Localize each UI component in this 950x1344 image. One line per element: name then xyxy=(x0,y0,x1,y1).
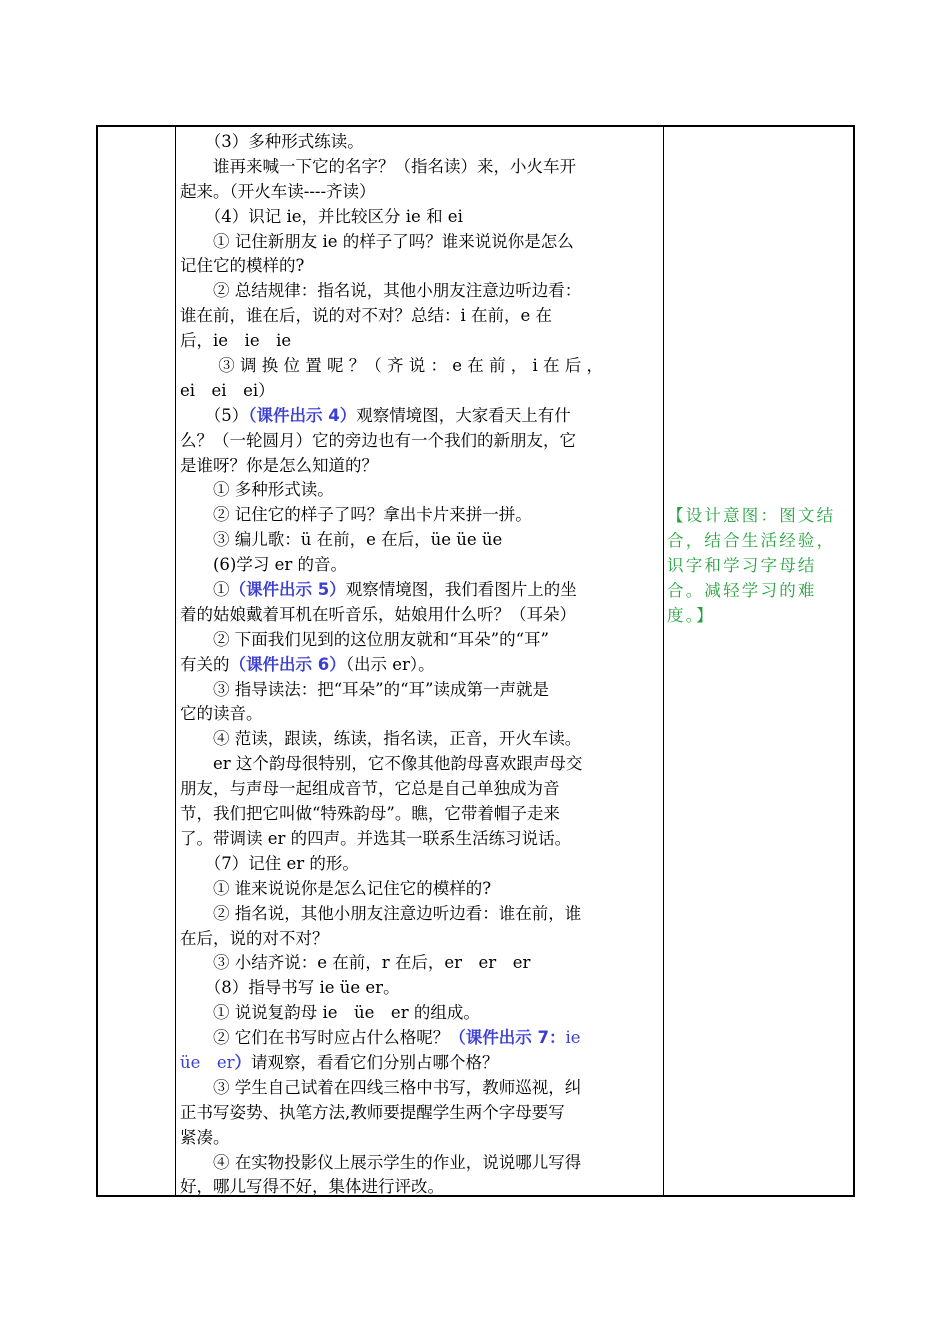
content-line xyxy=(180,1151,659,1176)
content-line xyxy=(180,205,659,230)
design-intent-line: 【设计意图：图文结 xyxy=(667,506,836,525)
content-text: er 这个韵母很特别，它不像其他韵母喜欢跟声母交 xyxy=(180,754,583,774)
content-line xyxy=(180,902,659,927)
content-text: 节，我们把它叫做“特殊韵母”。瞧，它带着帽子走来 xyxy=(180,804,560,824)
content-line xyxy=(180,702,659,727)
content-text: ④ 在实物投影仪上展示学生的作业，说说哪儿写得 xyxy=(180,1152,582,1172)
content-line xyxy=(180,254,659,279)
content-text: 是谁呀？你是怎么知道的？ xyxy=(180,455,378,475)
content-text: 观察情境图，大家看天上有什 xyxy=(356,405,571,425)
content-text: 好，哪儿写得不好，集体进行评改。 xyxy=(180,1177,444,1197)
content-line xyxy=(180,528,659,553)
content-line xyxy=(180,130,659,155)
content-line xyxy=(180,354,659,379)
content-text: ③ 调 换 位 置 呢 ？（ 齐 说 ： e 在 前 ， i 在 后 ， xyxy=(180,356,603,376)
content-text: 有关的 xyxy=(180,654,230,674)
content-text: 观察情境图，我们看图片上的坐 xyxy=(345,580,577,600)
lesson-plan-table xyxy=(96,125,855,1197)
content-line xyxy=(180,927,659,952)
content-line xyxy=(180,727,659,752)
stage-column xyxy=(98,127,176,1195)
content-text: 它的读音。 xyxy=(180,704,263,724)
courseware-highlight: （课件出示 6） xyxy=(229,654,346,674)
content-text: ③ 学生自己试着在四线三格中书写，教师巡视，纠 xyxy=(180,1077,582,1097)
content-text: 么？（一轮圆月）它的旁边也有一个我们的新朋友，它 xyxy=(180,430,576,450)
content-text: 谁再来喊一下它的名字？（指名读）来，小火车开 xyxy=(180,156,576,176)
content-text: （3）多种形式练读。 xyxy=(180,132,364,151)
content-line xyxy=(180,951,659,976)
content-line xyxy=(180,379,659,404)
courseware-highlight: （课件出示 7： xyxy=(449,1028,566,1048)
content-line xyxy=(180,877,659,902)
content-text: （出示 er）。 xyxy=(345,654,435,674)
content-line xyxy=(180,279,659,304)
courseware-highlight: ie xyxy=(565,1028,581,1048)
content-text: ② 指名说，其他小朋友注意边听边看：谁在前，谁 xyxy=(180,903,582,923)
content-line xyxy=(180,404,659,429)
content-line xyxy=(180,429,659,454)
content-line xyxy=(180,155,659,180)
courseware-highlight: （课件出示 5） xyxy=(229,580,346,600)
content-text: 后，ie ie ie xyxy=(180,331,292,351)
content-line xyxy=(180,777,659,802)
content-text: ① 记住新朋友 ie 的样子了吗？谁来说说你是怎么 xyxy=(180,231,574,251)
content-text: 请观察，看看它们分别占哪个格？ xyxy=(251,1052,499,1072)
content-text: 记住它的模样的? xyxy=(180,256,305,276)
content-line xyxy=(180,603,659,628)
teaching-process-column xyxy=(176,127,664,1195)
content-text: （8）指导书写 ie üe er。 xyxy=(180,978,400,998)
courseware-highlight: ） xyxy=(234,1052,252,1072)
design-intent-line: 度。】 xyxy=(667,605,715,625)
content-line xyxy=(180,478,659,503)
content-text: 着的姑娘戴着耳机在听音乐，姑娘用什么听？（耳朵） xyxy=(180,604,576,624)
content-line xyxy=(180,230,659,255)
content-text: ② 它们在书写时应占什么格呢？ xyxy=(180,1028,450,1048)
design-intent-line: 合，结合生活经验， xyxy=(667,530,836,550)
content-text: ② 记住它的样子了吗？拿出卡片来拼一拼。 xyxy=(180,505,532,525)
content-text: 起来。（开火车读----齐读） xyxy=(180,181,376,201)
content-text: 在后，说的对不对？ xyxy=(180,928,329,948)
content-text: 紧凑。 xyxy=(180,1127,230,1147)
content-text: ③ 小结齐说：e 在前，r 在后，er er er xyxy=(180,953,531,973)
content-line xyxy=(180,976,659,1001)
content-text: ② 下面我们见到的这位朋友就和“耳朵”的“耳” xyxy=(180,629,549,649)
content-line xyxy=(180,553,659,578)
content-line xyxy=(180,1001,659,1026)
content-text: 了。带调读 er 的四声。并选其一联系生活练习说话。 xyxy=(180,828,572,848)
content-text: ① 谁来说说你是怎么记住它的模样的? xyxy=(180,878,492,898)
design-intent-line: 识字和学习字母结 xyxy=(667,555,817,575)
content-line xyxy=(180,329,659,354)
design-intent-column xyxy=(664,127,853,1195)
content-line xyxy=(180,1126,659,1151)
content-text: （5） xyxy=(180,405,249,425)
content-text: ① 说说复韵母 ie üe er 的组成。 xyxy=(180,1003,480,1023)
content-line xyxy=(180,852,659,877)
courseware-highlight: （课件出示 4） xyxy=(248,405,357,425)
content-line xyxy=(180,628,659,653)
content-text: 正书写姿势、执笔方法,教师要提醒学生两个字母要写 xyxy=(180,1102,565,1122)
content-text: ei ei ei） xyxy=(180,380,275,400)
content-line xyxy=(180,752,659,777)
content-line xyxy=(180,454,659,479)
content-text: ② 总结规律：指名说，其他小朋友注意边听边看： xyxy=(180,281,582,301)
content-text: (6)学习 er 的音。 xyxy=(180,555,348,575)
content-line xyxy=(180,1076,659,1101)
design-intent-note xyxy=(667,504,853,629)
content-line xyxy=(180,180,659,205)
content-text: （7）记住 er 的形。 xyxy=(180,853,359,873)
design-intent-line: 合。减轻学习的难 xyxy=(667,580,817,600)
content-text: ④ 范读，跟读，练读，指名读，正音，开火车读。 xyxy=(180,729,582,749)
content-line xyxy=(180,503,659,528)
content-line xyxy=(180,304,659,329)
content-line xyxy=(180,653,659,678)
content-line xyxy=(180,1026,659,1051)
content-text: 朋友，与声母一起组成音节，它总是自己单独成为音 xyxy=(180,779,560,799)
content-line xyxy=(180,1051,659,1076)
content-text: ① 多种形式读。 xyxy=(180,480,334,500)
content-text: ① xyxy=(180,580,230,600)
content-text: （4）识记 ie，并比较区分 ie 和 ei xyxy=(180,206,463,226)
content-text: ③ 指导读法：把“耳朵”的“耳”读成第一声就是 xyxy=(180,679,549,699)
content-line xyxy=(180,802,659,827)
content-text: ③ 编儿歌：ü 在前，e 在后，üe üe üe xyxy=(180,530,503,550)
content-line xyxy=(180,678,659,703)
content-line xyxy=(180,1101,659,1126)
courseware-highlight: üe er xyxy=(180,1052,235,1072)
content-line xyxy=(180,578,659,603)
content-line xyxy=(180,1175,659,1200)
content-text: 谁在前，谁在后，说的对不对？总结：i 在前，e 在 xyxy=(180,306,553,326)
content-line xyxy=(180,827,659,852)
